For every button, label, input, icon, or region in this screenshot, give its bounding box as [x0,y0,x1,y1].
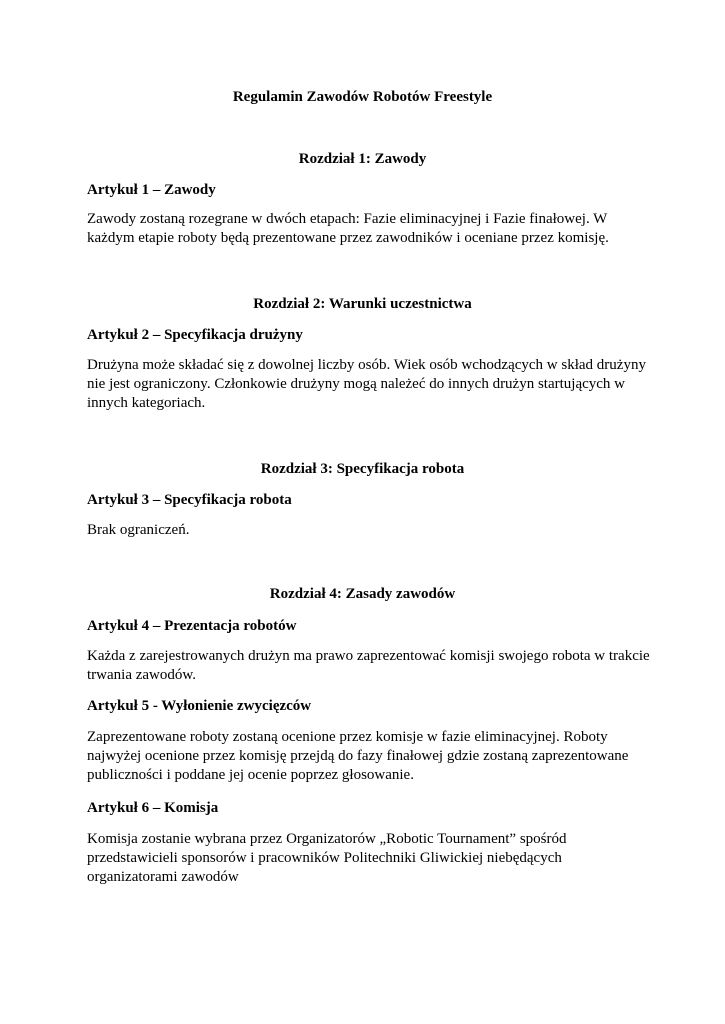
paragraph-line: nie jest ograniczony. Członkowie drużyny mogą należeć do innych drużyn startujących w [87,376,626,392]
paragraph-line: trwania zawodów. [87,667,196,683]
chapter-heading-3: Rozdział 3: Specyfikacja robota [260,461,465,477]
article-heading-2: Artykuł 2 – Specyfikacja drużyny [87,327,303,343]
article-heading-1: Artykuł 1 – Zawody [87,182,216,198]
paragraph-line: Zawody zostaną rozegrane w dwóch etapach: Fazie eliminacyjnej i Fazie finałowej. W [87,211,608,227]
chapter-heading-2: Rozdział 2: Warunki uczestnictwa [253,296,472,312]
paragraph-line: najwyżej ocenione przez komisję przejdą do fazy finałowej gdzie zostaną zaprezentowane [87,748,629,764]
article-heading-3: Artykuł 3 – Specyfikacja robota [87,492,292,508]
article-heading-6: Artykuł 6 – Komisja [87,800,219,816]
paragraph-line: Komisja zostanie wybrana przez Organizatorów „Robotic Tournament” spośród [87,831,567,847]
paragraph-line: każdym etapie roboty będą prezentowane przez zawodników i oceniane przez komisję. [87,230,609,246]
chapter-heading-4: Rozdział 4: Zasady zawodów [269,586,456,602]
document-title: Regulamin Zawodów Robotów Freestyle [232,89,493,105]
paragraph-line: organizatorami zawodów [87,869,239,885]
article-body-3 [87,521,647,540]
paragraph-line: Drużyna może składać się z dowolnej liczby osób. Wiek osób wchodzących w skład drużyny [87,357,646,373]
paragraph-line: Każda z zarejestrowanych drużyn ma prawo zaprezentować komisji swojego robota w trakcie [87,648,650,664]
paragraph-line: Zaprezentowane roboty zostaną ocenione przez komisje w fazie eliminacyjnej. Roboty [87,729,608,745]
article-heading-4: Artykuł 4 – Prezentacja robotów [87,618,297,634]
paragraph-line: publiczności i poddane jej ocenie poprzez głosowanie. [87,767,414,783]
article-body-2 [87,356,647,413]
article-body-1 [87,210,647,248]
paragraph-line: innych kategoriach. [87,395,206,411]
article-heading-5: Artykuł 5 - Wyłonienie zwycięzców [87,698,312,714]
paragraph-line: Brak ograniczeń. [87,522,190,538]
paragraph-line: przedstawicieli sponsorów i pracowników Politechniki Gliwickiej niebędących [87,850,562,866]
article-body-5 [87,728,647,785]
article-body-6 [87,830,647,887]
chapter-heading-1: Rozdział 1: Zawody [298,151,427,167]
article-body-4 [87,647,650,685]
